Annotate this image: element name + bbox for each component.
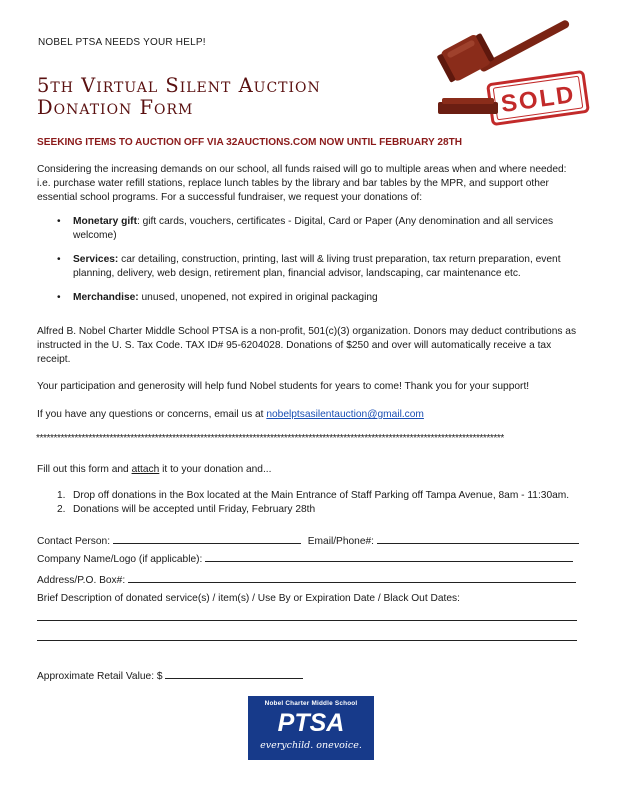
- list-item: [37, 253, 582, 281]
- ptsa-logo: [248, 696, 374, 760]
- bullet-label: Services:: [73, 254, 119, 265]
- step-text: Drop off donations in the Box located at the Main Entrance of Staff Parking off Tampa Avenue, 8am - 11:30am.: [73, 490, 570, 501]
- step-number: 1.: [57, 490, 66, 501]
- company-row: [37, 551, 573, 567]
- address-field[interactable]: [128, 572, 576, 583]
- list-item: [37, 503, 597, 517]
- address-label: Address/P.O. Box#:: [37, 575, 126, 586]
- list-item: [37, 215, 582, 243]
- bullet-label: Merchandise:: [73, 292, 139, 303]
- retail-value-row: [37, 668, 303, 684]
- fill-out-underlined: attach: [131, 464, 160, 475]
- list-item: [37, 489, 597, 503]
- retail-value-field[interactable]: [165, 668, 303, 679]
- company-label: Company Name/Logo (if applicable):: [37, 554, 203, 565]
- contact-person-label: Contact Person:: [37, 536, 111, 547]
- logo-tagline: everychild. onevoice.: [260, 740, 362, 751]
- step-number: 2.: [57, 504, 66, 515]
- brief-description-line-2[interactable]: [37, 640, 577, 641]
- bullet-icon: •: [57, 292, 61, 303]
- bullet-icon: •: [57, 254, 61, 265]
- bullet-icon: •: [57, 216, 61, 227]
- sold-sign-text: SOLD: [499, 80, 578, 119]
- donation-types-list: [37, 215, 582, 315]
- step-text: Donations will be accepted until Friday, February 28th: [73, 504, 316, 515]
- page-title-line-2: Donation Form: [37, 96, 194, 119]
- company-field[interactable]: [205, 551, 573, 562]
- bullet-text: : gift cards, vouchers, certificates - Digital, Card or Paper (Any denomination and all services welcome): [73, 216, 554, 241]
- bullet-text: unused, unopened, not expired in original packaging: [138, 292, 378, 303]
- separator: **************************************************************************************************************************************: [36, 433, 504, 444]
- email-phone-label: Email/Phone#:: [307, 536, 375, 547]
- nonprofit-paragraph: Alfred B. Nobel Charter Middle School PTSA is a non-profit, 501(c)(3) organization. Donors may deduct contributions as instructed in the U. S. Tax Code. TAX ID# 95-6204028. Donations of $250 and over will automatically receive a tax receipt.: [37, 326, 577, 365]
- contact-prefix: If you have any questions or concerns, email us at: [37, 409, 267, 420]
- steps-list: [37, 489, 597, 517]
- email-phone-field[interactable]: [377, 533, 579, 544]
- contact-person-field[interactable]: [113, 533, 301, 544]
- logo-school-name: Nobel Charter Middle School: [264, 700, 358, 707]
- brief-description-label: Brief Description of donated service(s) / item(s) / Use By or Expiration Date / Black Out Dates:: [37, 593, 460, 604]
- bullet-label: Monetary gift: [73, 216, 137, 227]
- email-link[interactable]: nobelptsasilentauction@gmail.com: [266, 409, 424, 420]
- bullet-text: car detailing, construction, printing, last will & living trust preparation, tax return preparation, event planning, delivery, web design, retirement plan, financial advisor, landscaping, car maintenance etc.: [73, 254, 561, 279]
- fill-out-after: it to your donation and...: [159, 464, 272, 475]
- brief-description-row: [37, 592, 460, 606]
- page-title-line-1: 5th Virtual Silent Auction: [37, 74, 321, 97]
- fill-out-before: Fill out this form and: [37, 464, 132, 475]
- fill-out-instructions: [37, 463, 271, 477]
- thanks-paragraph: Your participation and generosity will help fund Nobel students for years to come! Thank you for your support!: [37, 381, 530, 392]
- contact-person-row: [37, 533, 579, 549]
- address-row: [37, 572, 576, 588]
- list-item: [37, 291, 582, 305]
- subheading: SEEKING ITEMS TO AUCTION OFF VIA 32AUCTIONS.COM NOW UNTIL FEBRUARY 28TH: [37, 137, 463, 148]
- gavel-sold-icon: [428, 20, 594, 130]
- brief-description-line-1[interactable]: [37, 620, 577, 621]
- retail-value-label: Approximate Retail Value: $: [37, 671, 163, 682]
- top-note: NOBEL PTSA NEEDS YOUR HELP!: [38, 37, 206, 48]
- intro-paragraph: Considering the increasing demands on our school, all funds raised will go to multiple areas when and where needed: i.e. purchase water refill stations, replace lunch tables by the library and bar tables by the MPR, and support other essential school programs. For a successful fundraiser, we request your donations of:: [37, 164, 567, 203]
- logo-ptsa-text: PTSA: [277, 709, 345, 737]
- contact-paragraph: [37, 408, 424, 422]
